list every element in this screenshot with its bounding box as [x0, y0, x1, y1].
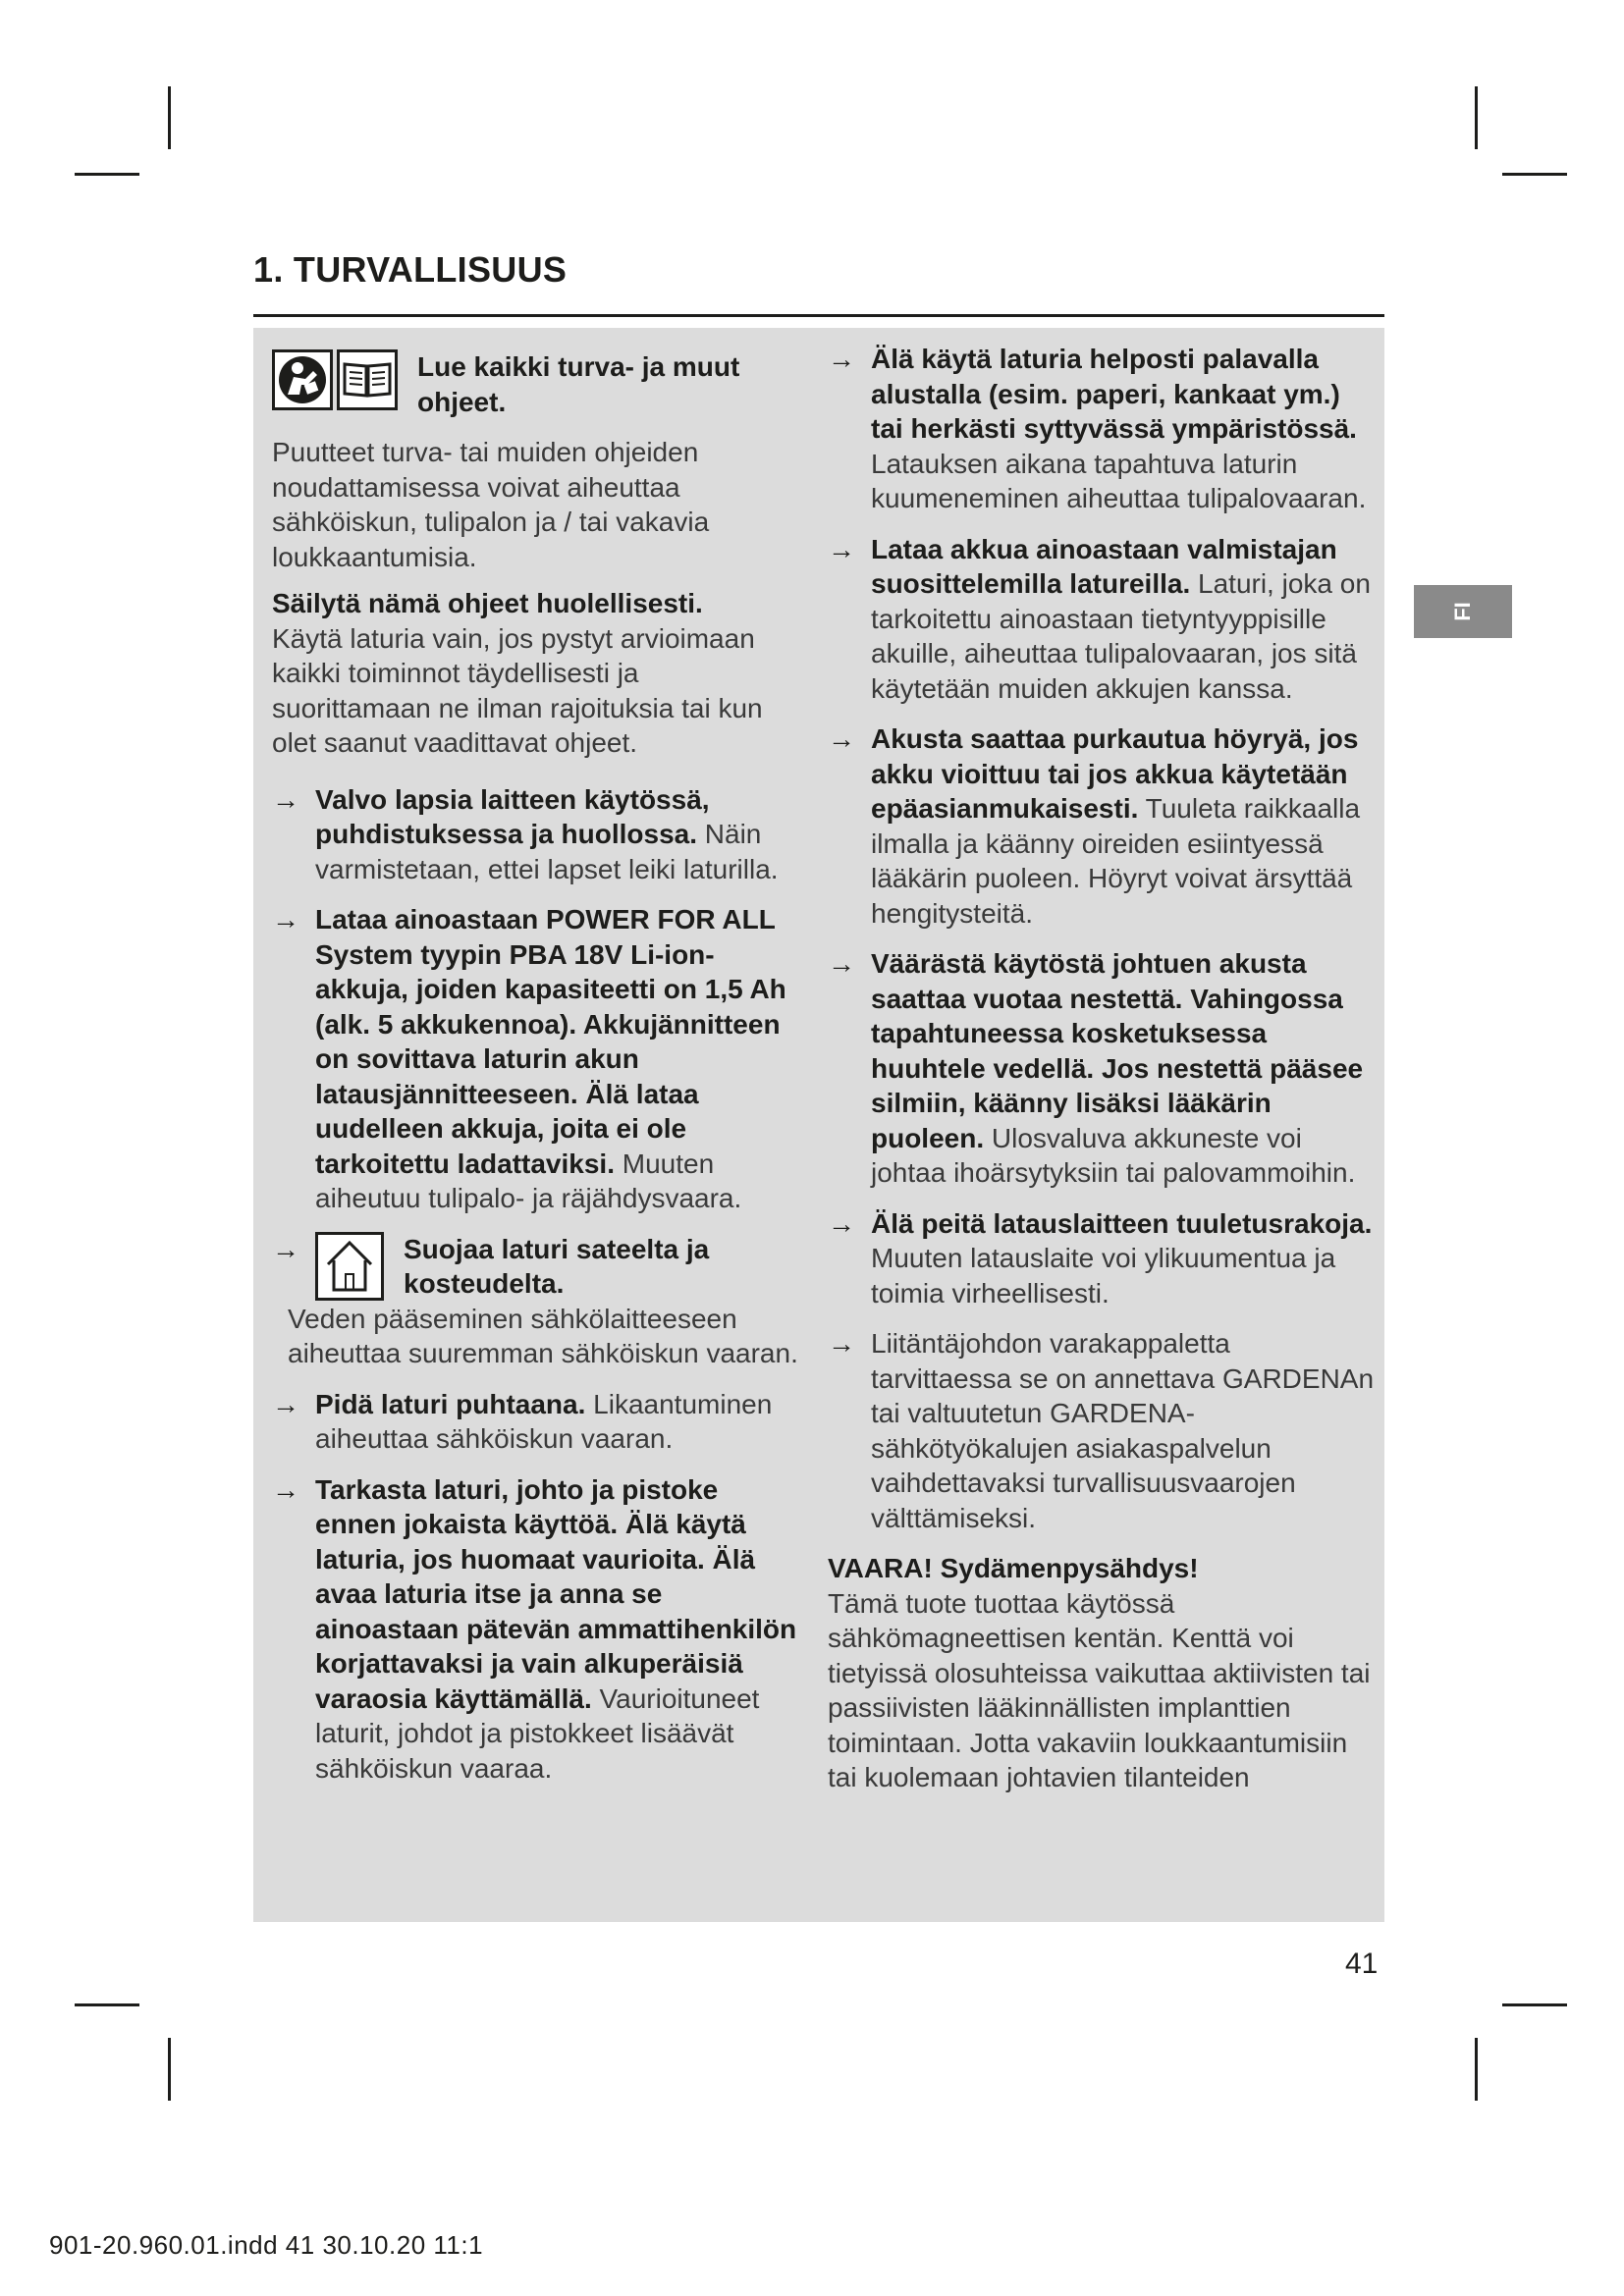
crop-mark	[168, 2038, 171, 2101]
arrow-icon: →	[828, 723, 855, 754]
arrow-icon: →	[828, 1328, 855, 1359]
house-icon	[315, 1232, 384, 1301]
page-title: 1. TURVALLISUUS	[253, 249, 568, 290]
title-rule	[253, 314, 1384, 317]
keep-instructions: Säilytä nämä ohjeet huolellisesti. Käytä laturia vain, jos pystyt arvioimaan kaikki toiminnot täydellisesti ja suorittamaan ne ilman rajoituksia tai kun olet saanut vaadittavat ohjeet.	[272, 588, 763, 758]
list-item: → Akusta saattaa purkautua höyryä, jos akku vioittuu tai jos akkua käytetään epäasianmukaisesti. Tuuleta raikkaalla ilmalla ja käänny oireiden esiintyessä lääkärin puoleen. Höyryt voivat ärsyttää hengitysteitä.	[828, 723, 1361, 929]
crop-mark	[75, 173, 139, 176]
page-number: 41	[1345, 1948, 1379, 1980]
safety-panel	[253, 328, 1384, 1922]
arrow-icon: →	[272, 1388, 299, 1419]
list-item: → Lataa akkua ainoastaan valmistajan suosittelemilla latureilla. Laturi, joka on tarkoitettu ainoastaan tietyntyyppisille akuille, aiheuttaa tulipalovaaran, jos sitä käytetään muiden akkujen kanssa.	[828, 533, 1371, 704]
print-footer: 901-20.960.01.indd 41 30.10.20 11:1	[49, 2230, 484, 2260]
language-tab: FI	[1414, 585, 1512, 638]
arrow-icon: →	[272, 1473, 299, 1505]
list-item-text: Veden pääseminen sähkölaitteeseen aiheuttaa suuremman sähköiskun vaaran.	[288, 1303, 798, 1368]
left-column	[272, 349, 802, 1801]
warning-block	[828, 1551, 1378, 1795]
right-column	[828, 342, 1378, 1795]
warning-heading: VAARA! Sydämenpysähdys!	[828, 1553, 1199, 1583]
list-item	[272, 1232, 802, 1371]
crop-mark	[1502, 2003, 1567, 2006]
list-item: → Tarkasta laturi, johto ja pistoke ennen jokaista käyttöä. Älä käytä laturia, jos huomaat vaurioita. Älä avaa laturia itse ja anna se ainoastaan pätevän ammattihenkilön korjattavaksi ja vain alkuperäisiä varaosia käyttämällä. Vaurioituneet laturit, johdot ja pistokkeet lisäävät sähköiskun vaaraa.	[272, 1473, 797, 1784]
manual-book-icon	[337, 349, 398, 410]
crop-mark	[168, 86, 171, 149]
list-item: → Älä peitä latauslaitteen tuuletusrakoja. Muuten latauslaite voi ylikuumentua ja toimia virheellisesti.	[828, 1207, 1373, 1308]
crop-mark	[1475, 2038, 1478, 2101]
list-item: → Väärästä käytöstä johtuen akusta saattaa vuotaa nestettä. Vahingossa tapahtuneessa kosketuksessa huuhtele vedellä. Jos nestettä pääsee silmiin, käänny lisäksi lääkärin puoleen. Ulosvaluva akkuneste voi johtaa ihoärsytyksiin tai palovammoihin.	[828, 948, 1364, 1188]
list-item: → Valvo lapsia laitteen käytössä, puhdistuksessa ja huollossa. Näin varmistetaan, ettei lapset leiki laturilla.	[272, 783, 779, 884]
warning-text: Tämä tuote tuottaa käytössä sähkömagneettisen kentän. Kenttä voi tietyissä olosuhteissa vaikuttaa aktiivisten tai passiivisten lääkinnällisten implanttien toimintaan. Jotta vakaviin loukkaantumisiin tai kuolemaan johtavien tilanteiden	[828, 1587, 1371, 1792]
arrow-icon: →	[272, 904, 299, 934]
read-manual-person-icon	[272, 349, 333, 410]
list-item: → Lataa ainoastaan POWER FOR ALL System tyypin PBA 18V Li-ion-akkuja, joiden kapasiteetti on 1,5 Ah (alk. 5 akkukennoa). Akkujännitteen on sovittava laturin akun latausjännitteeseen. Älä lataa uudelleen akkuja, joita ei ole tarkoitettu ladattaviksi. Muuten aiheutuu tulipalo- ja räjähdysvaara.	[272, 904, 786, 1213]
arrow-icon: →	[828, 948, 855, 979]
list-item: → Liitäntäjohdon varakappaletta tarvittaessa se on annettava GARDENAn tai valtuutetun GARDENA-sähkötyökalujen asiakaspalvelun vaihdettavaksi turvallisuusvaarojen välttämiseksi.	[828, 1328, 1375, 1533]
crop-mark	[75, 2003, 139, 2006]
arrow-icon: →	[272, 1233, 299, 1264]
list-item: → Pidä laturi puhtaana. Likaantuminen aiheuttaa sähköiskun vaaran.	[272, 1388, 773, 1454]
list-item: → Älä käytä laturia helposti palavalla alustalla (esim. paperi, kankaat ym.) tai herkästi syttyvässä ympäristössä. Latauksen aikana tapahtuva laturin kuumeneminen aiheuttaa tulipalovaaran.	[828, 344, 1367, 513]
arrow-icon: →	[828, 533, 855, 564]
arrow-icon: →	[828, 1207, 855, 1239]
list-item-heading: Suojaa laturi sateelta ja kosteudelta.	[404, 1233, 710, 1299]
intro-heading: Lue kaikki turva- ja muut ohjeet.	[417, 351, 740, 417]
intro-text: Puutteet turva- tai muiden ohjeiden noudattamisessa voivat aiheuttaa sähköiskun, tulipalon ja / tai vakavia loukkaantumisia.	[272, 437, 710, 572]
intro-header	[272, 349, 802, 419]
crop-mark	[1502, 173, 1567, 176]
arrow-icon: →	[272, 783, 299, 815]
crop-mark	[1475, 86, 1478, 149]
arrow-icon: →	[828, 344, 855, 374]
